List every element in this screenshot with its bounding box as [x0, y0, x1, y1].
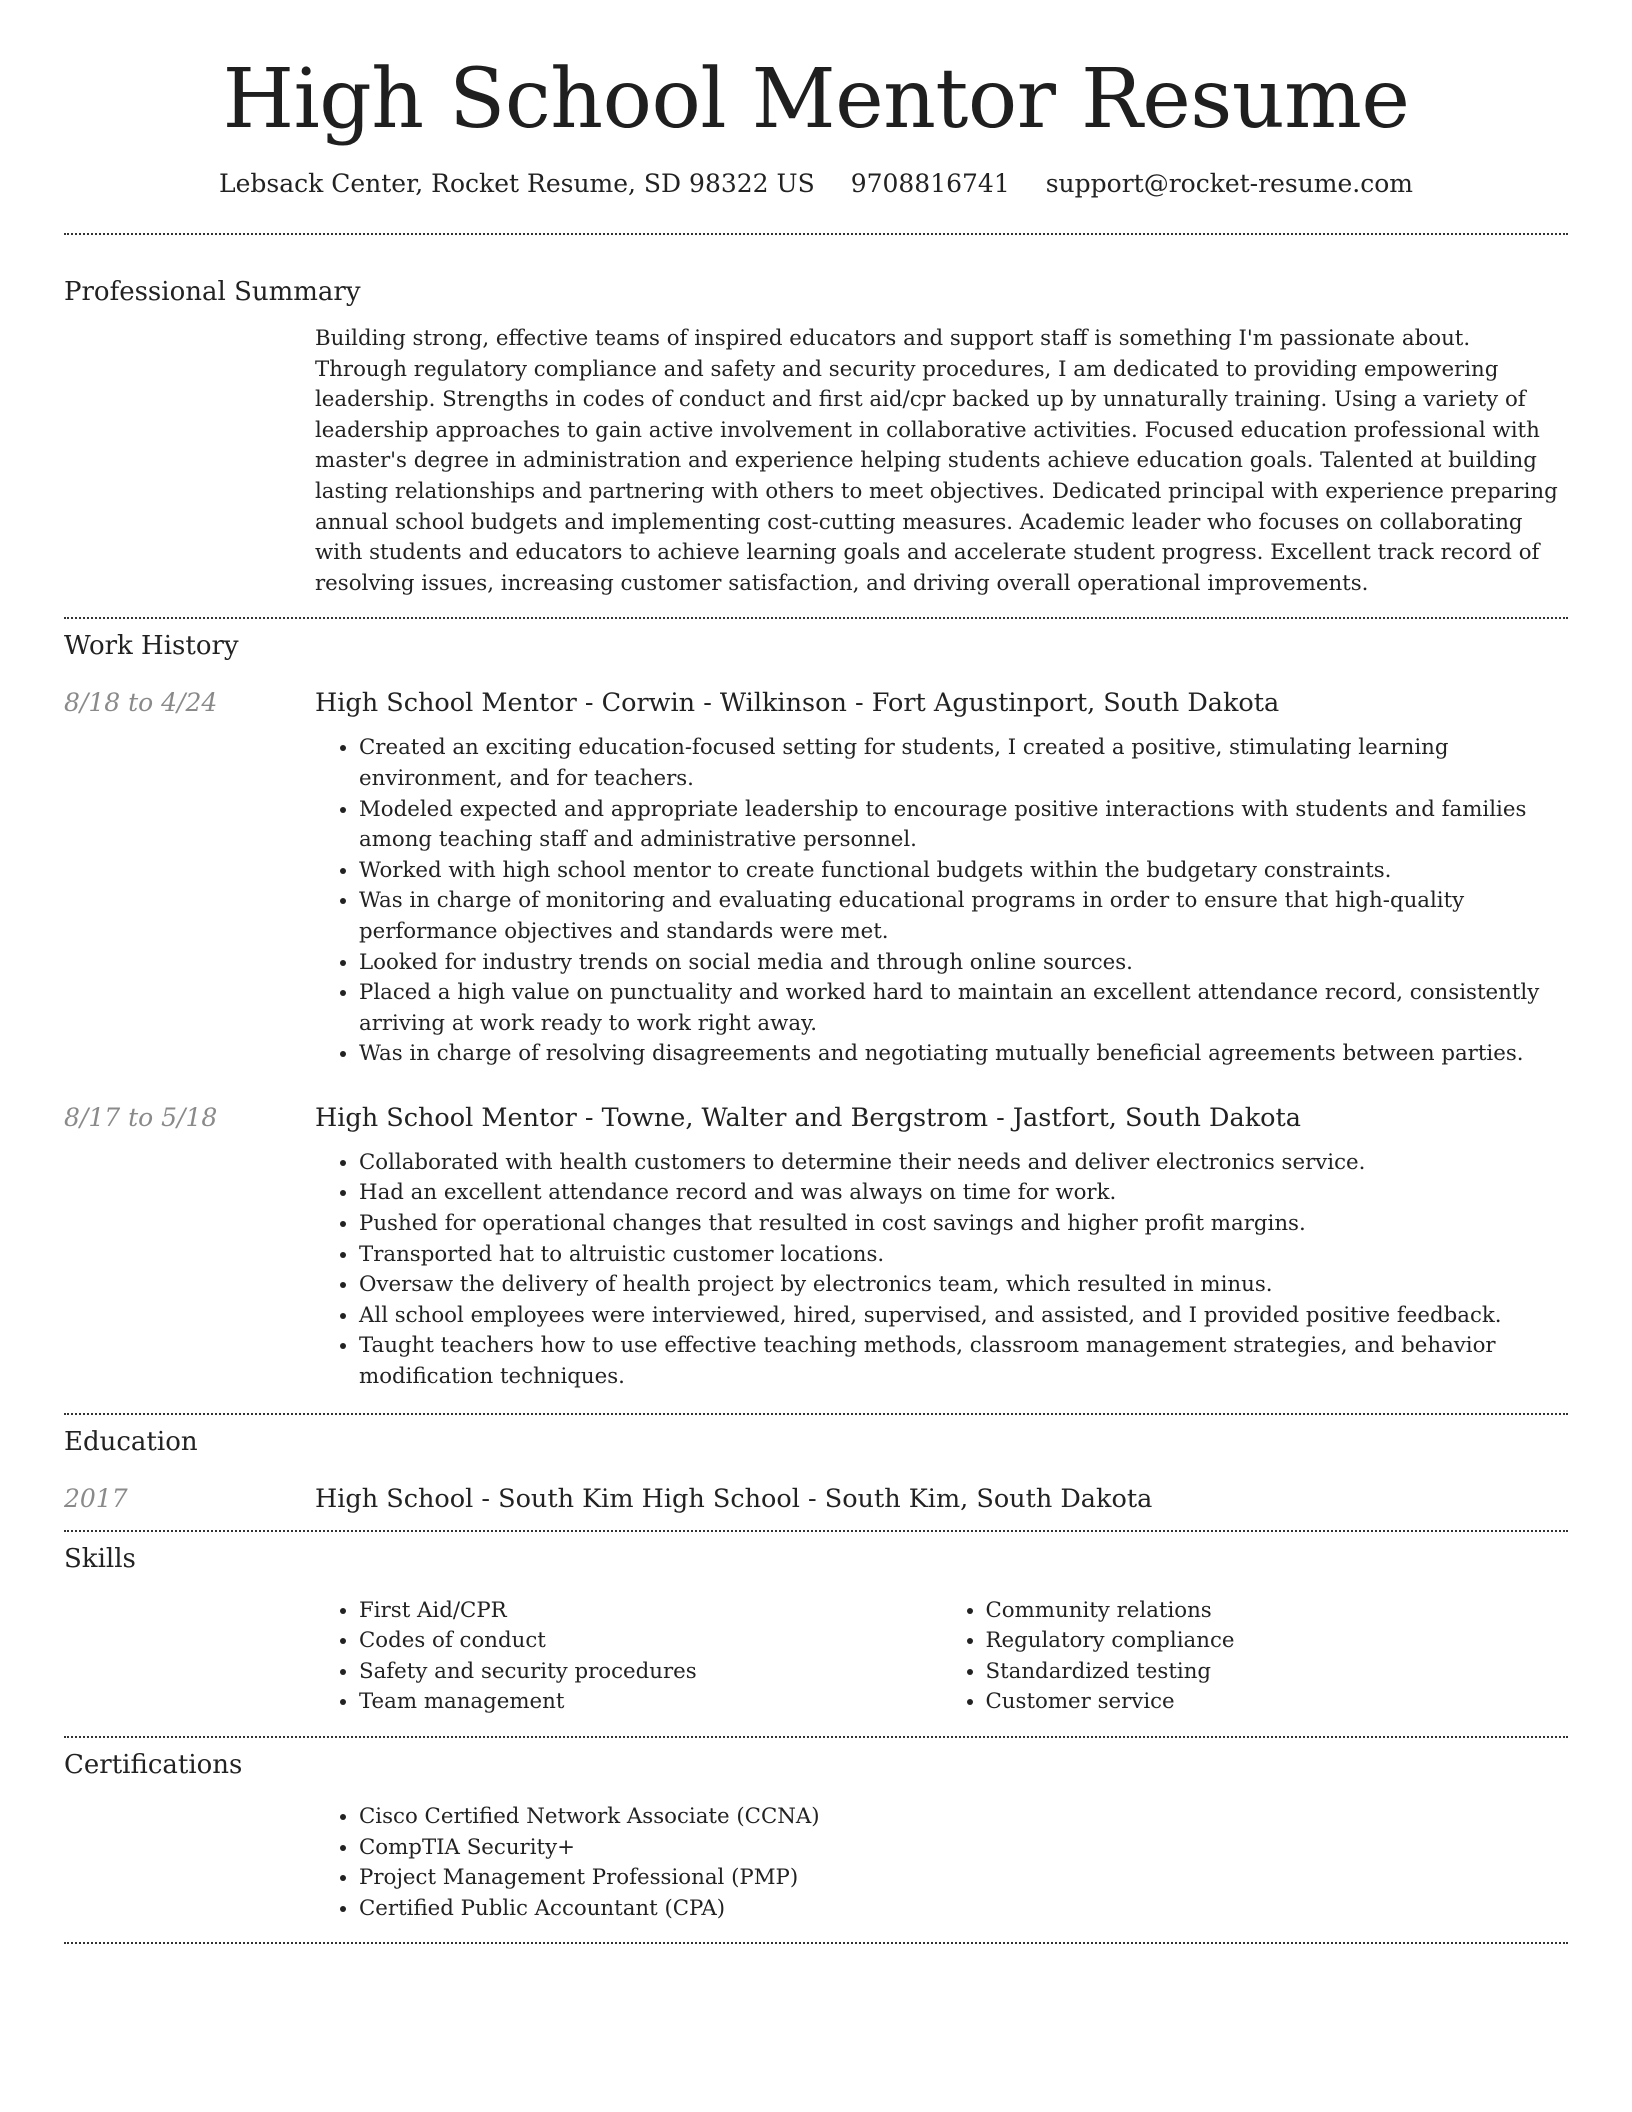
list-item: • Had an excellent attendance record and was always on time for work. [359, 1178, 1568, 1209]
list-item: • Created an exciting education-focused setting for students, I created a positive, stimulating learning environment, and for teachers. [359, 733, 1568, 794]
education-year: 2017 [64, 1483, 128, 1513]
skills-list [315, 1596, 1568, 1718]
job-title: High School Mentor - Towne, Walter and Bergstrom - Jastfort, South Dakota [315, 1102, 1301, 1133]
list-item: • Pushed for operational changes that resulted in cost savings and higher profit margins. [359, 1209, 1568, 1240]
list-item: • Standardized testing [986, 1657, 1569, 1688]
summary-text: Building strong, effective teams of inspired educators and support staff is something I'm passionate about. Through regulatory compliance and safety and security procedures, I am dedicated to providing empowering leadership. Strengths in codes of conduct and first aid/cpr backed up by unnaturally training. Using a variety of leadership approaches to gain active involvement in collaborative activities. Focused education professional with master's degree in administration and experience helping students achieve education goals. Talented at building lasting relationships and partnering with others to meet objectives. Dedicated principal with experience preparing annual school budgets and implementing cost-cutting measures. Academic leader who focuses on collaborating with students and educators to achieve learning goals and accelerate student progress. Excellent track record of resolving issues, increasing customer satisfaction, and driving overall operational improvements. [315, 326, 1558, 596]
list-item: • Project Management Professional (PMP) [359, 1863, 1568, 1894]
divider [64, 1942, 1568, 1944]
list-item: • Modeled expected and appropriate leadership to encourage positive interactions with students and families among teaching staff and administrative personnel. [359, 795, 1568, 856]
education-degree: High School - South Kim High School - South Kim, South Dakota [315, 1483, 1153, 1514]
list-item: • Looked for industry trends on social media and through online sources. [359, 948, 1568, 979]
summary-content [315, 324, 1568, 599]
list-item: • Codes of conduct [359, 1626, 942, 1657]
divider [64, 1413, 1568, 1415]
certifications-list [315, 1802, 1568, 1924]
section-title-work: Work History [64, 631, 239, 662]
certifications-content [315, 1802, 1568, 1924]
list-item: • Was in charge of monitoring and evaluating educational programs in order to ensure that high-quality performance objectives and standards were met. [359, 886, 1568, 947]
section-title-skills: Skills [64, 1543, 136, 1574]
list-item: • Regulatory compliance [986, 1626, 1569, 1657]
list-item: • Customer service [986, 1687, 1569, 1718]
contact-line [64, 168, 1568, 200]
list-item: • Oversaw the delivery of health project by electronics team, which resulted in minus. [359, 1270, 1568, 1301]
skills-column-left [315, 1596, 942, 1718]
job-dates: 8/18 to 4/24 [64, 688, 218, 718]
job-entry [64, 686, 1568, 1070]
list-item: • Collaborated with health customers to determine their needs and deliver electronics service. [359, 1148, 1568, 1179]
list-item: • Team management [359, 1687, 942, 1718]
skills-column-right [942, 1596, 1569, 1718]
contact-email: support@rocket-resume.com [1045, 169, 1414, 198]
divider [64, 1736, 1568, 1738]
list-item: • Certified Public Accountant (CPA) [359, 1894, 1568, 1925]
list-item: • Placed a high value on punctuality and worked hard to maintain an excellent attendance record, consistently arriving at work ready to work right away. [359, 978, 1568, 1039]
list-item: • CompTIA Security+ [359, 1833, 1568, 1864]
list-item: • All school employees were interviewed, hired, supervised, and assisted, and I provided positive feedback. [359, 1301, 1568, 1332]
list-item: • Taught teachers how to use effective teaching methods, classroom management strategies, and behavior modification techniques. [359, 1331, 1568, 1392]
list-item: • Was in charge of resolving disagreements and negotiating mutually beneficial agreements between parties. [359, 1039, 1568, 1070]
education-entry [64, 1482, 1568, 1516]
list-item: • Safety and security procedures [359, 1657, 942, 1688]
resume-title: High School Mentor Resume [222, 52, 1410, 147]
section-title-education: Education [64, 1426, 198, 1457]
job-dates: 8/17 to 5/18 [64, 1102, 218, 1132]
section-title-certifications: Certifications [64, 1750, 243, 1780]
job-title: High School Mentor - Corwin - Wilkinson - Fort Agustinport, South Dakota [315, 688, 1280, 719]
list-item: • Community relations [986, 1596, 1569, 1627]
contact-address: Lebsack Center, Rocket Resume, SD 98322 US [218, 169, 815, 198]
section-title-summary: Professional Summary [64, 277, 361, 307]
list-item: • First Aid/CPR [359, 1596, 942, 1627]
divider [64, 233, 1568, 235]
list-item: • Transported hat to altruistic customer locations. [359, 1240, 1568, 1271]
list-item: • Worked with high school mentor to create functional budgets within the budgetary constraints. [359, 856, 1568, 887]
list-item: • Cisco Certified Network Associate (CCNA) [359, 1802, 1568, 1833]
divider [64, 617, 1568, 619]
job-entry [64, 1101, 1568, 1393]
divider [64, 1530, 1568, 1532]
job-bullets [315, 733, 1568, 1070]
contact-phone: 9708816741 [850, 169, 1010, 198]
job-bullets [315, 1148, 1568, 1393]
resume-page [64, 0, 1568, 1944]
